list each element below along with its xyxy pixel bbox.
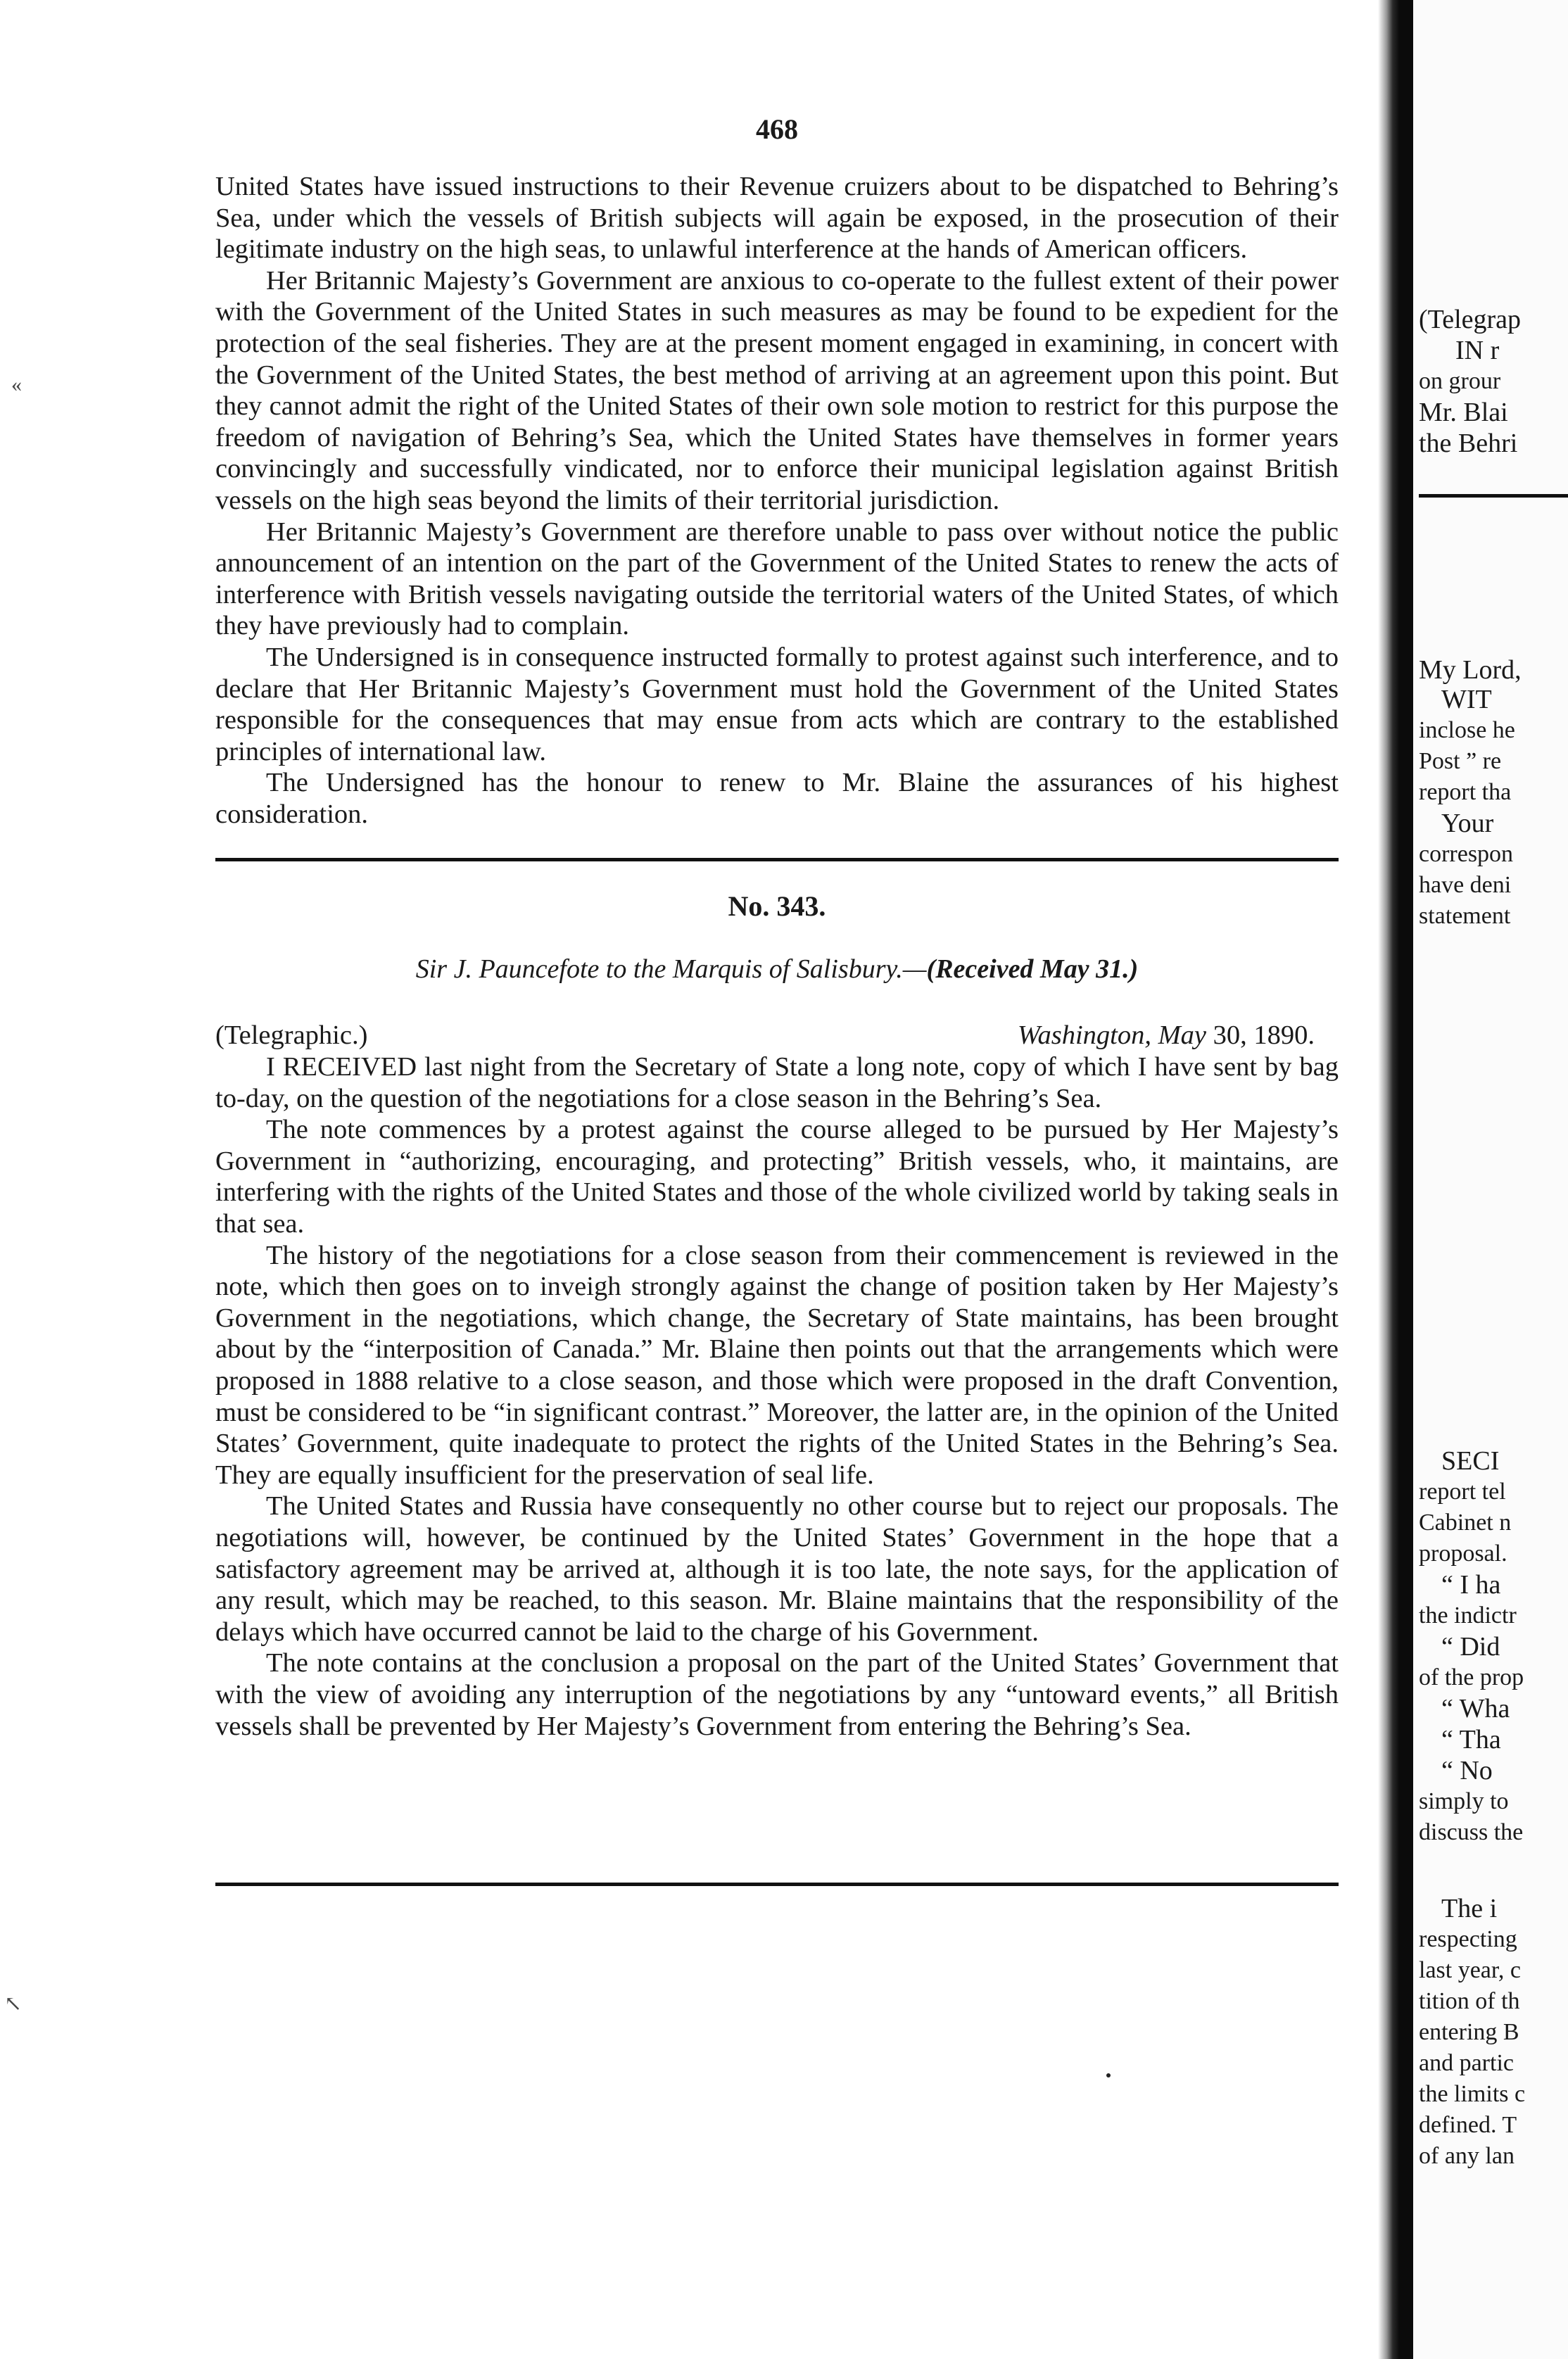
- fragment-line: respecting: [1419, 1926, 1517, 1952]
- fragment-line: the indictr: [1419, 1602, 1517, 1628]
- fragment-line: IN r: [1455, 336, 1500, 365]
- fragment-line: “ Wha: [1441, 1694, 1510, 1724]
- paragraph: Her Britannic Majesty’s Government are therefore unable to pass over without notice the public announcement of an intention on the part of the Government of the United States to renew the acts of interference with British vessels navigating outside the territorial waters of the United States, of which they have previously had to complain.: [215, 517, 1339, 641]
- book-gutter: [1399, 0, 1413, 2359]
- bottom-divider: [215, 1883, 1339, 1886]
- fragment-line: WIT: [1441, 685, 1492, 714]
- telegram-body: [215, 1051, 1339, 1742]
- place-date: [1018, 1020, 1339, 1051]
- fragment-line: Mr. Blai: [1419, 398, 1508, 427]
- fragment-line: discuss the: [1419, 1819, 1524, 1845]
- fragment-line: defined. T: [1419, 2112, 1517, 2138]
- paragraph: The Undersigned has the honour to renew to Mr. Blaine the assurances of his highest consideration.: [215, 768, 1339, 829]
- fragment-line: simply to: [1419, 1788, 1509, 1814]
- paragraph: The Undersigned is in consequence instructed formally to protest against such interference, and to declare that Her Britannic Majesty’s Government must hold the Government of the United States responsible for the consequences that may ensue from acts which are contrary to the established principles of international law.: [215, 642, 1339, 766]
- paragraph: Her Britannic Majesty’s Government are anxious to co-operate to the fullest extent of their power with the Government of the United States in such measures as may be found to be expedient for the protection of the seal fisheries. They are at the present moment engaged in examining, in concert with the Government of the United States, the best method of arriving at an agreement upon this point. But they cannot admit the right of the United States of their own sole motion to restrict for this purpose the freedom of navigation of Behring’s Sea, which the United States have themselves in former years convincingly and successfully vindicated, nor to enforce their municipal legislation against British vessels on the high seas beyond the limits of their territorial jurisdiction.: [215, 265, 1339, 515]
- fragment-line: proposal.: [1419, 1541, 1507, 1567]
- paragraph: The United States and Russia have consequently no other course but to reject our proposals. The negotiations will, however, be continued by the United States’ Government in the hope that a satisfactory agreement may be arrived at, although it is too late, the note says, for the application of any result, which may be reached, to this season. Mr. Blaine maintains that the responsibility of the delays which have occurred cannot be laid to the charge of his Government.: [215, 1491, 1339, 1647]
- book-gutter-shadow: [1378, 0, 1399, 2359]
- paragraph: I RECEIVED last night from the Secretary of State a long note, copy of which I have sent by bag to-day, on the question of the negotiations for a close season in the Behring’s Sea.: [215, 1052, 1339, 1113]
- fragment-line: the Behri: [1419, 429, 1518, 458]
- paragraph: The note commences by a protest against the course alleged to be pursued by Her Majesty’s Government in “authorizing, encouraging, and protecting” British vessels, who, it maintains, are interfering with the rights of the United States and those of the whole civilized world by taking seals in that sea.: [215, 1115, 1339, 1239]
- adjacent-page-fragment: [1413, 0, 1568, 2359]
- main-column: [215, 113, 1339, 1886]
- paragraph: The history of the negotiations for a close season from their commencement is reviewed in the note, which then goes on to inveigh strongly against the change of position taken by Her Majesty’s Government in the negotiations, which change, the Secretary of State maintains, has been brought about by the “interposition of Canada.” Mr. Blaine then points out that the arrangements which were proposed in 1888 relative to a close season, and those which were proposed in the draft Convention, must be considered to be “in significant contrast.” Moreover, the latter are, in the opinion of the United States’ Government, quite inadequate to protect the rights of the United States in the Behring’s Sea. They are equally insufficient for the preservation of seal life.: [215, 1240, 1339, 1490]
- heading-received: (Received May 31.): [926, 954, 1139, 985]
- fragment-line: and partic: [1419, 2050, 1514, 2076]
- fragment-line: correspon: [1419, 841, 1514, 867]
- letter-continuation: [215, 171, 1339, 830]
- fragment-line: My Lord,: [1419, 655, 1522, 685]
- margin-speck: «: [11, 373, 22, 396]
- fragment-line: The i: [1441, 1894, 1498, 1923]
- ink-speck: [1106, 2073, 1111, 2077]
- telegraphic-label: (Telegraphic.): [215, 1020, 368, 1051]
- fragment-line: inclose he: [1419, 717, 1515, 743]
- fragment-line: report tel: [1419, 1479, 1506, 1505]
- fragment-line: “ I ha: [1441, 1570, 1501, 1600]
- fragment-divider: [1419, 494, 1568, 498]
- fragment-line: have deni: [1419, 872, 1512, 898]
- fragment-line: the limits c: [1419, 2081, 1526, 2107]
- fragment-line: of the prop: [1419, 1664, 1524, 1690]
- fragment-line: tition of th: [1419, 1988, 1520, 2014]
- paragraph: United States have issued instructions to their Revenue cruizers about to be dispatched to Behring’s Sea, under which the vessels of British subjects will again be exposed, in the prosecution of their legitimate industry on the high seas, to unlawful interference at the hands of American officers.: [215, 172, 1339, 265]
- date: 30, 1890.: [1206, 1020, 1315, 1051]
- page-number: 468: [756, 113, 798, 145]
- fragment-line: of any lan: [1419, 2143, 1515, 2169]
- place: Washington, May: [1017, 1020, 1206, 1051]
- fragment-line: report tha: [1419, 779, 1512, 805]
- document-number: No. 343.: [728, 890, 826, 923]
- fragment-line: Post ” re: [1419, 748, 1502, 774]
- fragment-line: “ Did: [1441, 1632, 1500, 1662]
- heading-title: Sir J. Pauncefote to the Marquis of Salisbury.—: [415, 954, 927, 985]
- fragment-line: SECI: [1441, 1446, 1500, 1476]
- fragment-line: Your: [1441, 809, 1494, 838]
- paragraph: The note contains at the conclusion a proposal on the part of the United States’ Government that with the view of avoiding any interruption of the negotiations by any “untoward events,” all British vessels shall be prevented by Her Majesty’s Government from entering the Behring’s Sea.: [215, 1648, 1339, 1741]
- fragment-line: Cabinet n: [1419, 1510, 1512, 1536]
- margin-speck: ↖: [4, 1992, 23, 2016]
- fragment-line: (Telegrap: [1419, 305, 1522, 334]
- fragment-line: “ No: [1441, 1756, 1493, 1785]
- document-heading: [215, 954, 1339, 985]
- fragment-line: last year, c: [1419, 1957, 1521, 1983]
- fragment-line: on grour: [1419, 368, 1501, 394]
- fragment-line: statement: [1419, 903, 1511, 929]
- dateline: [215, 1020, 1339, 1051]
- section-divider: [215, 858, 1339, 861]
- fragment-line: “ Tha: [1441, 1725, 1501, 1754]
- fragment-line: entering B: [1419, 2019, 1519, 2045]
